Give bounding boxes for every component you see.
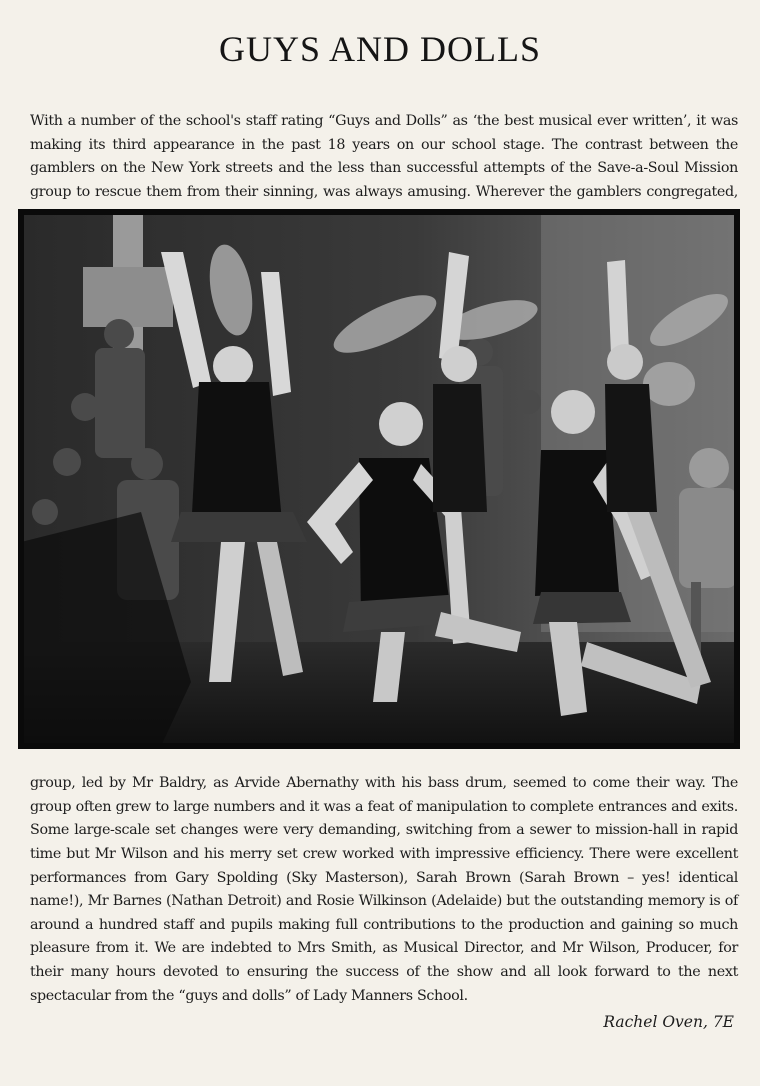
author-byline: Rachel Oven, 7E — [603, 1013, 734, 1031]
photo-illustration — [21, 212, 737, 746]
dancers-photo — [21, 212, 737, 746]
article-title: GUYS AND DOLLS — [218, 29, 542, 69]
article-paragraph-bottom: group, led by Mr Baldry, as Arvide Abernathy with his bass drum, seemed to come their way. The group often grew to large numbers and it was a feat of manipulation to complete entrances and exits. Some large-scale set changes were very demanding, switching from a sewer to mission-hall in rapid time but Mr Wilson and his merry set crew worked with impressive efficiency. There were excellent performances from Gary Spolding (Sky Masterson), Sarah Brown (Sarah Brown – yes! identical name!), Mr Barnes (Nathan Detroit) and Rosie Wilkinson (Adelaide) but the outstanding memory is of around a hundred staff and pupils making full contributions to the production and gaining so much pleasure from it. We are indebted to Mrs Smith, as Musical Director, and Mr Wilson, Producer, for their many hours devoted to ensuring the success of the show and all look forward to the next spectacular from the “guys and dolls” of Lady Manners School. — [30, 775, 738, 1004]
article-paragraph-top: With a number of the school's staff rating “Guys and Dolls” as ‘the best musical ever written’, it was making its third appearance in the past 18 years on our school stage. The contrast between the gamblers on the New York streets and the less than successful attempts of the Save-a-Soul Mission group to rescue them from their sinning, was always amusing. Wherever the gamblers congregated, — [30, 113, 738, 201]
